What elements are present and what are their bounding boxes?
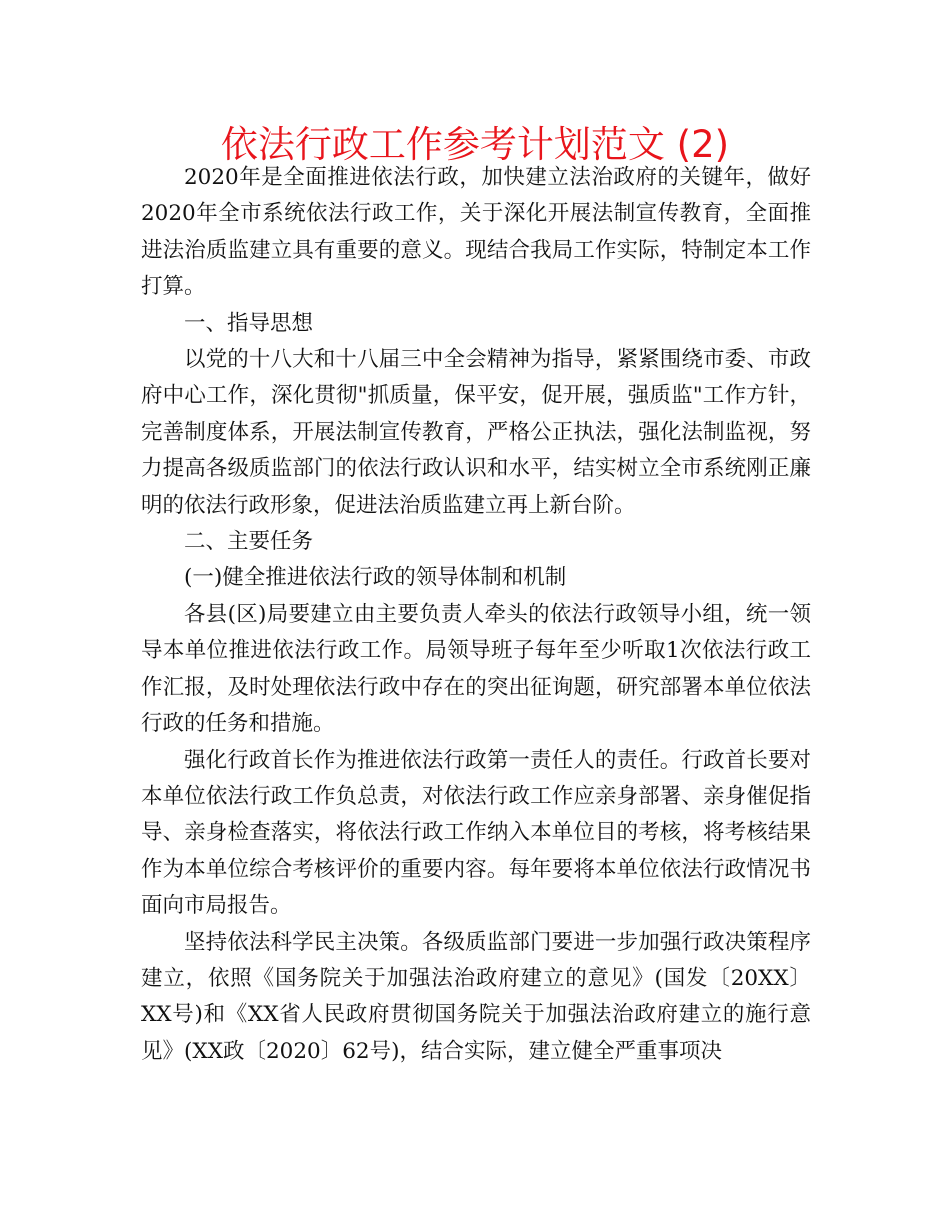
paragraph-intro: 2020年是全面推进依法行政，加快建立法治政府的关键年，做好2020年全市系统依法行政工作，关于深化开展法制宣传教育，全面推进法治质监建立具有重要的意义。现结合我局工作实际，特制定本工作打算。: [141, 165, 811, 300]
paragraph-guiding-ideology: 以党的十八大和十八届三中全会精神为指导，紧紧围绕市委、市政府中心工作，深化贯彻"抓质量，保平安，促开展，强质监"工作方针，完善制度体系，开展法制宣传教育，严格公正执法，强化法制监视，努力提高各级质监部门的依法行政认识和水平，结实树立全市系统刚正廉明的依法行政形象，促进法治质监建立再上新台阶。: [141, 347, 811, 518]
paragraph-scientific-decision: 坚持依法科学民主决策。各级质监部门要进一步加强行政决策程序建立，依照《国务院关于加强法治政府建立的意见》(国发〔20XX〕XX号)和《XX省人民政府贯彻国务院关于加强法治政府建立的施行意见》(XX政〔2020〕62号)，结合实际，建立健全严重事项决: [141, 929, 811, 1064]
document-body: [141, 160, 811, 1070]
section-heading-main-tasks: 二、主要任务: [184, 529, 314, 555]
section-heading-guiding-ideology: 一、指导思想: [184, 310, 314, 336]
document-title: 依法行政工作参考计划范文 (2): [220, 123, 730, 166]
paragraph-leadership-group: 各县(区)局要建立由主要负责人牵头的依法行政领导小组，统一领导本单位推进依法行政工作。局领导班子每年至少听取1次依法行政工作汇报，及时处理依法行政中存在的突出征询题，研究部署本单位依法行政的任务和措施。: [141, 601, 811, 737]
subsection-heading-leadership: (一)健全推进依法行政的领导体制和机制: [184, 565, 567, 591]
paragraph-chief-responsibility: 强化行政首长作为推进依法行政第一责任人的责任。行政首长要对本单位依法行政工作负总责，对依法行政工作应亲身部署、亲身催促指导、亲身检查落实，将依法行政工作纳入本单位目的考核，将考核结果作为本单位综合考核评价的重要内容。每年要将本单位依法行政情况书面向市局报告。: [141, 747, 811, 919]
